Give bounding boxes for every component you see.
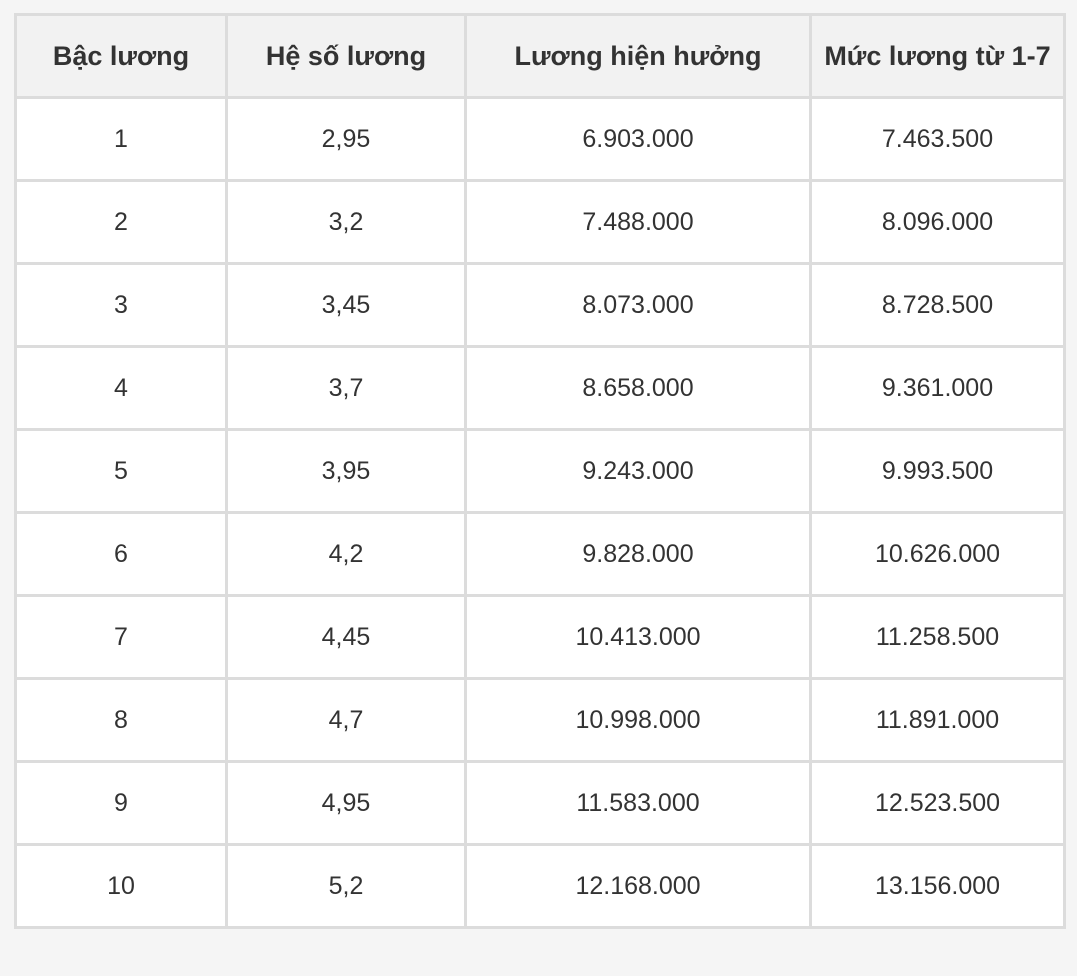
table-cell: 10 xyxy=(16,845,227,928)
header-cell-salary-coefficient: Hệ số lương xyxy=(227,15,466,98)
table-row xyxy=(16,98,1065,181)
table-cell: 8 xyxy=(16,679,227,762)
table-cell: 4,45 xyxy=(227,596,466,679)
table-row xyxy=(16,181,1065,264)
header-cell-salary-level: Mức lương từ 1-7 xyxy=(811,15,1065,98)
table-cell: 13.156.000 xyxy=(811,845,1065,928)
table-cell: 5 xyxy=(16,430,227,513)
table-cell: 10.413.000 xyxy=(466,596,811,679)
table-cell: 3,7 xyxy=(227,347,466,430)
salary-table xyxy=(14,13,1066,929)
table-header xyxy=(16,15,1065,98)
header-row xyxy=(16,15,1065,98)
table-cell: 2 xyxy=(16,181,227,264)
table-cell: 7 xyxy=(16,596,227,679)
table-row xyxy=(16,762,1065,845)
table-cell: 12.523.500 xyxy=(811,762,1065,845)
table-cell: 9.361.000 xyxy=(811,347,1065,430)
table-cell: 7.463.500 xyxy=(811,98,1065,181)
table-cell: 9.993.500 xyxy=(811,430,1065,513)
header-cell-salary-grade: Bậc lương xyxy=(16,15,227,98)
table-cell: 8.728.500 xyxy=(811,264,1065,347)
table-cell: 3,95 xyxy=(227,430,466,513)
table-cell: 8.658.000 xyxy=(466,347,811,430)
table-cell: 4,7 xyxy=(227,679,466,762)
table-cell: 8.096.000 xyxy=(811,181,1065,264)
table-cell: 5,2 xyxy=(227,845,466,928)
table-row xyxy=(16,679,1065,762)
table-cell: 4,2 xyxy=(227,513,466,596)
table-cell: 10.998.000 xyxy=(466,679,811,762)
table-row xyxy=(16,347,1065,430)
table-cell: 12.168.000 xyxy=(466,845,811,928)
table-cell: 3,2 xyxy=(227,181,466,264)
table-cell: 11.891.000 xyxy=(811,679,1065,762)
table-cell: 4 xyxy=(16,347,227,430)
table-cell: 11.258.500 xyxy=(811,596,1065,679)
table-row xyxy=(16,513,1065,596)
table-cell: 4,95 xyxy=(227,762,466,845)
table-cell: 7.488.000 xyxy=(466,181,811,264)
table-cell: 8.073.000 xyxy=(466,264,811,347)
table-row xyxy=(16,845,1065,928)
table-cell: 6.903.000 xyxy=(466,98,811,181)
salary-table-container xyxy=(14,13,1063,929)
table-cell: 3 xyxy=(16,264,227,347)
table-cell: 9 xyxy=(16,762,227,845)
table-cell: 11.583.000 xyxy=(466,762,811,845)
table-cell: 6 xyxy=(16,513,227,596)
header-cell-current-salary: Lương hiện hưởng xyxy=(466,15,811,98)
table-cell: 1 xyxy=(16,98,227,181)
table-row xyxy=(16,430,1065,513)
table-cell: 9.243.000 xyxy=(466,430,811,513)
table-row xyxy=(16,596,1065,679)
table-cell: 3,45 xyxy=(227,264,466,347)
table-cell: 10.626.000 xyxy=(811,513,1065,596)
table-cell: 9.828.000 xyxy=(466,513,811,596)
table-row xyxy=(16,264,1065,347)
table-cell: 2,95 xyxy=(227,98,466,181)
table-body xyxy=(16,98,1065,928)
